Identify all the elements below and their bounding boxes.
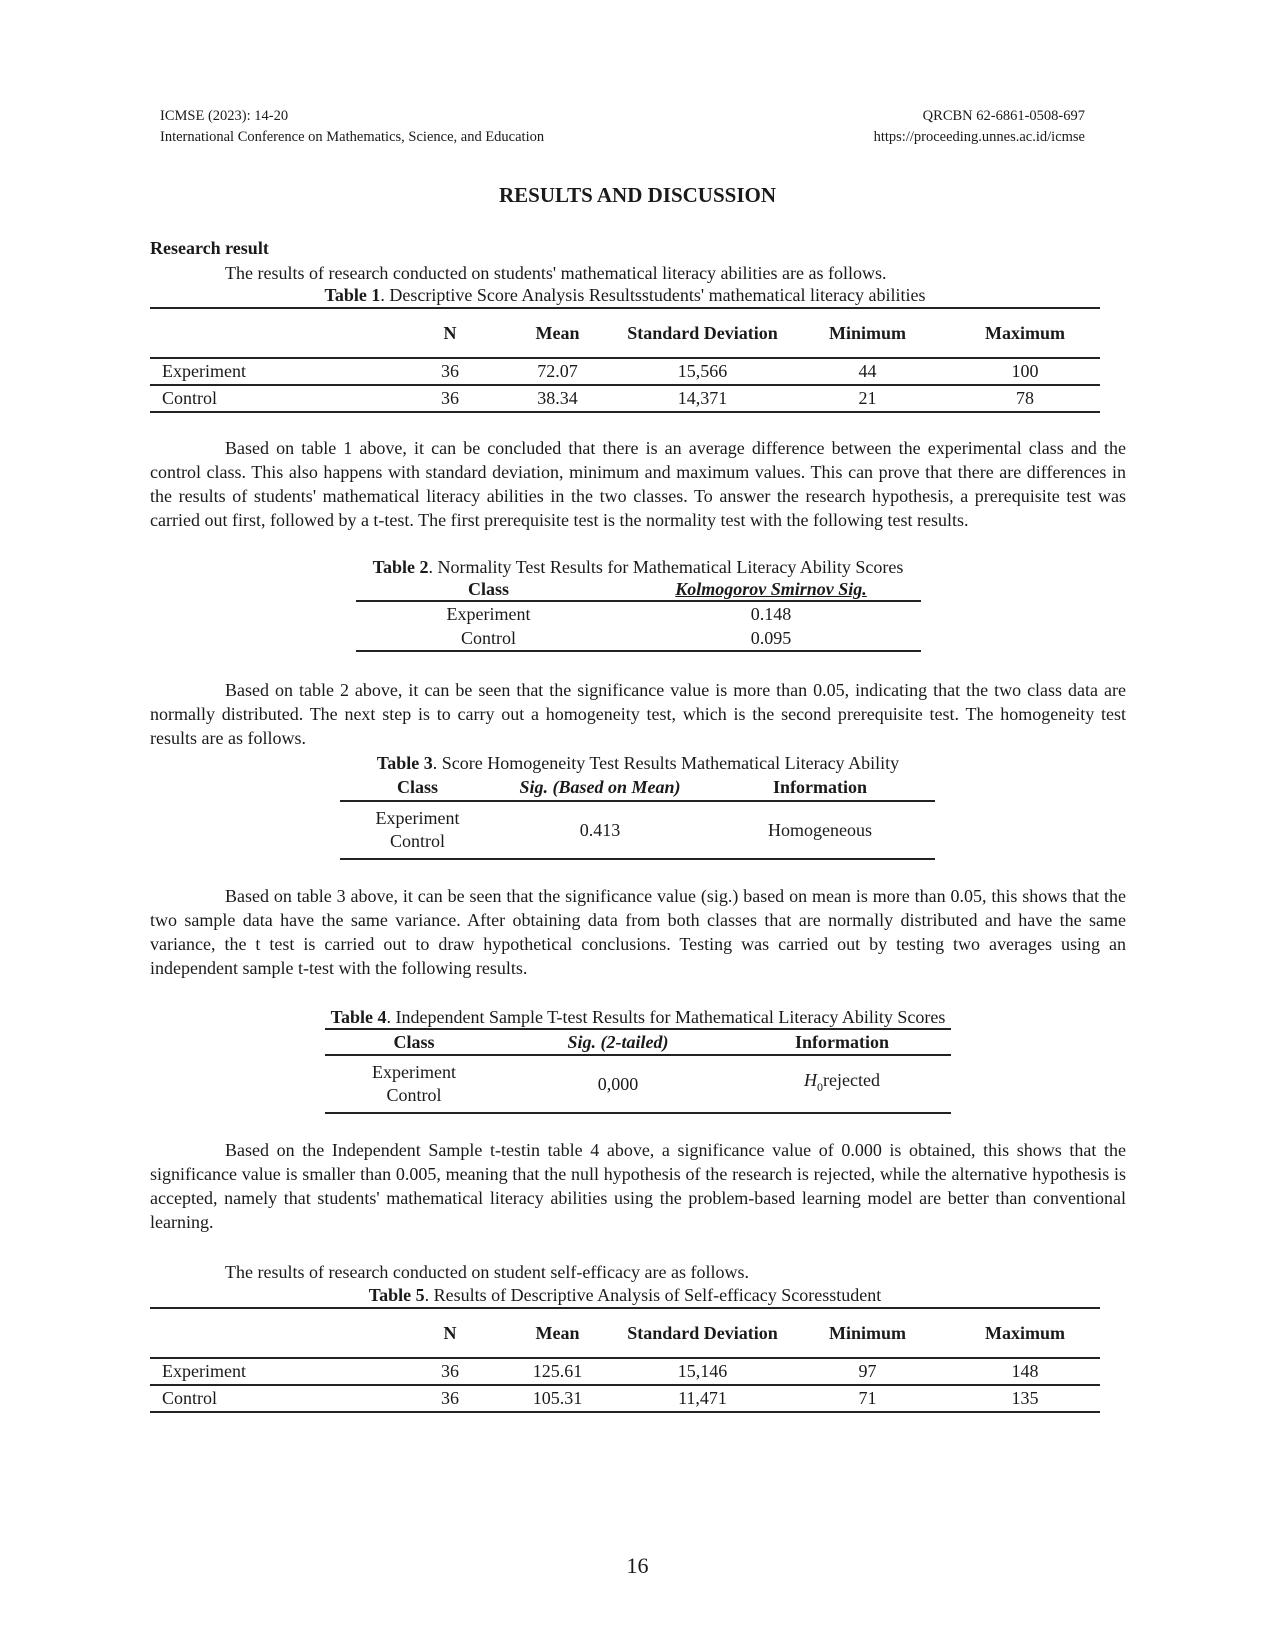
table3-header-info: Information <box>705 774 935 801</box>
table-row <box>325 1055 951 1113</box>
table4-header-class: Class <box>325 1029 503 1055</box>
body-paragraph-3: Based on table 3 above, it can be seen that the significance value (sig.) based on mean is more than 0.05, this shows that the two sample data have the same variance. After obtaining data from both classes that are normally distributed and have the same variance, the t test is carried out to draw hypothetical conclusions. Testing was carried out by testing two averages using an independent sample t-test with the following results. <box>150 886 1126 978</box>
table2 <box>356 578 921 652</box>
table5-cell: 125.61 <box>495 1358 620 1385</box>
table-row <box>340 801 935 859</box>
table-row <box>150 358 1100 385</box>
table1-cell: 72.07 <box>495 358 620 385</box>
table5-header-sd: Standard Deviation <box>620 1308 785 1358</box>
table5-caption <box>150 1284 1100 1306</box>
table-row <box>356 601 921 626</box>
table5-cell: 36 <box>405 1385 495 1412</box>
table5-cell: 71 <box>785 1385 950 1412</box>
table1 <box>150 307 1100 413</box>
table-row <box>150 385 1100 412</box>
table5-caption-text: . Results of Descriptive Analysis of Self-efficacy Scoresstudent <box>424 1285 882 1305</box>
table5-cell: 105.31 <box>495 1385 620 1412</box>
table5-header-mean: Mean <box>495 1308 620 1358</box>
subheading: Research result <box>150 238 269 258</box>
table1-caption-text: . Descriptive Score Analysis Resultsstudents' mathematical literacy abilities <box>380 285 926 305</box>
table4-label: Table 4 <box>330 1007 387 1027</box>
table1-header-mean: Mean <box>495 308 620 358</box>
table3-class-control: Control <box>389 831 445 851</box>
table4-class-cell <box>325 1055 503 1113</box>
table4-header-info: Information <box>733 1029 951 1055</box>
table1-cell: 78 <box>950 385 1100 412</box>
table2-cell: Control <box>356 626 621 651</box>
table1-cell: 100 <box>950 358 1100 385</box>
table4-sig-cell: 0,000 <box>503 1055 733 1113</box>
table3 <box>340 774 935 860</box>
table1-label: Table 1 <box>324 285 381 305</box>
table5 <box>150 1307 1100 1413</box>
table2-header-class: Class <box>356 578 621 601</box>
table2-caption <box>150 556 1126 578</box>
table5-cell: 148 <box>950 1358 1100 1385</box>
table1-cell: 21 <box>785 385 950 412</box>
table1-cell: 36 <box>405 385 495 412</box>
table3-info-cell: Homogeneous <box>705 801 935 859</box>
table3-header-class: Class <box>340 774 495 801</box>
table2-label: Table 2 <box>372 557 429 577</box>
table1-cell: 44 <box>785 358 950 385</box>
null-hypothesis-subscript: 0 <box>817 1080 824 1094</box>
null-hypothesis-symbol: H <box>804 1070 818 1090</box>
table2-caption-text: . Normality Test Results for Mathematical Literacy Ability Scores <box>428 557 904 577</box>
table5-cell: 36 <box>405 1358 495 1385</box>
table5-label: Table 5 <box>368 1285 425 1305</box>
body-paragraph-2: Based on table 2 above, it can be seen that the significance value is more than 0.05, indicating that the two class data are normally distributed. The next step is to carry out a homogeneity test, which is the second prerequisite test. The homogeneity test results are as follows. <box>150 680 1126 748</box>
table1-cell: 14,371 <box>620 385 785 412</box>
table1-header-max: Maximum <box>950 308 1100 358</box>
table3-header-row <box>340 774 935 801</box>
table5-header-row <box>150 1308 1100 1358</box>
null-hypothesis-status: rejected <box>823 1070 880 1090</box>
table2-cell: 0.148 <box>750 603 792 624</box>
running-header-left <box>160 106 544 148</box>
conference-citation: ICMSE (2023): 14-20 <box>160 108 289 124</box>
table4-header-row <box>325 1029 951 1055</box>
table1-header-min: Minimum <box>785 308 950 358</box>
table4-class-control: Control <box>386 1085 442 1105</box>
table3-class-experiment: Experiment <box>375 808 460 828</box>
conference-url: https://proceeding.unnes.ac.id/icmse <box>873 129 1085 145</box>
table2-cell: 0.095 <box>621 626 921 651</box>
table3-header-sig: Sig. (Based on Mean) <box>495 774 705 801</box>
table3-caption <box>150 752 1126 774</box>
table2-header-row <box>356 578 921 601</box>
table5-cell: 15,146 <box>620 1358 785 1385</box>
table5-header-n: N <box>405 1308 495 1358</box>
table-row <box>150 1385 1100 1412</box>
table4-caption-text: . Independent Sample T-test Results for Mathematical Literacy Ability Scores <box>386 1007 946 1027</box>
table3-label: Table 3 <box>376 753 433 773</box>
table-row <box>356 626 921 651</box>
table5-cell: Experiment <box>150 1358 405 1385</box>
conference-name: International Conference on Mathematics, Science, and Education <box>160 129 545 145</box>
table1-caption <box>150 284 1100 306</box>
section-title: RESULTS AND DISCUSSION <box>499 183 776 207</box>
table1-header-n: N <box>405 308 495 358</box>
table5-cell: 11,471 <box>620 1385 785 1412</box>
table1-cell: 36 <box>405 358 495 385</box>
table4-class-experiment: Experiment <box>372 1062 456 1082</box>
table1-cell: Control <box>150 385 405 412</box>
table5-header-blank <box>150 1308 405 1358</box>
table-row <box>150 1358 1100 1385</box>
running-header-right <box>874 106 1085 148</box>
body-paragraph-4: Based on the Independent Sample t-testin table 4 above, a significance value of 0.000 is obtained, this shows that the significance value is smaller than 0.005, meaning that the null hypothesis of the research is rejected, while the alternative hypothesis is accepted, namely that students' mathematical literacy abilities using the problem-based learning model are better than conventional learning. <box>150 1140 1126 1232</box>
table1-cell: Experiment <box>150 358 405 385</box>
table1-cell: 15,566 <box>620 358 785 385</box>
table5-header-max: Maximum <box>950 1308 1100 1358</box>
table3-caption-text: . Score Homogeneity Test Results Mathematical Literacy Ability <box>432 753 900 773</box>
intro-paragraph-1: The results of research conducted on students' mathematical literacy abilities are as follows. <box>225 263 887 283</box>
table3-class-cell <box>340 801 495 859</box>
table4-caption <box>150 1006 1126 1028</box>
table2-cell: Experiment <box>446 603 531 624</box>
intro-paragraph-2: The results of research conducted on student self-efficacy are as follows. <box>225 1262 749 1282</box>
body-paragraph-1: Based on table 1 above, it can be concluded that there is an average difference between the experimental class and the control class. This also happens with standard deviation, minimum and maximum values. This can prove that there are differences in the results of students' mathematical literacy abilities in the two classes. To answer the research hypothesis, a prerequisite test was carried out first, followed by a t-test. The first prerequisite test is the normality test with the following test results. <box>150 438 1126 530</box>
table4-header-sig: Sig. (2-tailed) <box>503 1029 733 1055</box>
table5-cell: 97 <box>785 1358 950 1385</box>
table5-cell: Control <box>150 1385 405 1412</box>
table3-sig-cell: 0.413 <box>495 801 705 859</box>
table1-cell: 38.34 <box>495 385 620 412</box>
qrcbn-number: QRCBN 62-6861-0508-697 <box>922 108 1085 124</box>
table4-info-cell <box>733 1055 951 1113</box>
page-number: 16 <box>626 1553 649 1578</box>
table5-header-min: Minimum <box>785 1308 950 1358</box>
table2-header-sig: Kolmogorov Smirnov Sig. <box>621 578 921 601</box>
table5-cell: 135 <box>950 1385 1100 1412</box>
table4 <box>325 1028 951 1114</box>
table1-header-row <box>150 308 1100 358</box>
table1-header-blank <box>150 308 405 358</box>
table1-header-sd: Standard Deviation <box>620 308 785 358</box>
